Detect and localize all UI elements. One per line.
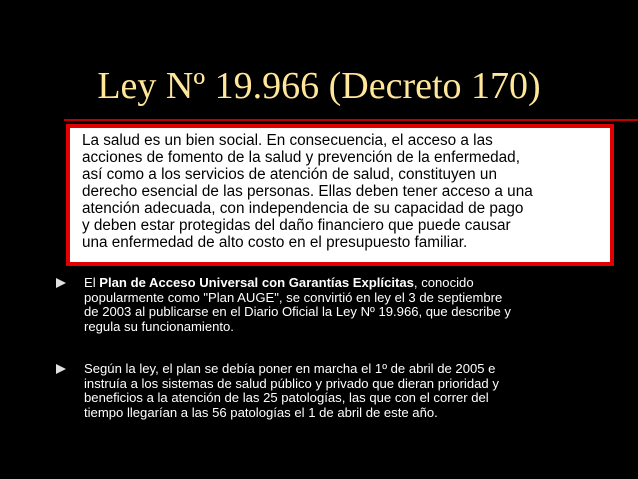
highlight-text: La salud es un bien social. En consecuencia, el acceso a las acciones de fomento de la salud y prevención de la enfermedad, así como a los servicios de atención de salud, constituyen un derecho esencial de las personas. Ellas deben tener acceso a una atención adecuada, con independencia de su capacidad de pago y deben estar protegidas del daño financiero que puede causar una enfermedad de alto costo en el presupuesto familiar. bbox=[82, 132, 533, 251]
bullet-bold-term: Plan de Acceso Universal con Garantías Explícitas bbox=[99, 275, 414, 290]
bullet-prefix: El bbox=[84, 275, 100, 290]
bullet-plan-auge bbox=[56, 276, 616, 334]
bullet-plan-schedule bbox=[56, 362, 616, 420]
title-divider bbox=[64, 119, 638, 121]
bullet-arrow-icon bbox=[56, 278, 66, 288]
bullet-rest: , conocido popularmente como "Plan AUGE", se convirtió en ley el 3 de septiembre de 2003 al publicarse en el Diario Oficial la Ley Nº 19.966, que describe y regula su funcionamiento. bbox=[84, 275, 511, 334]
slide-title: Ley Nº 19.966 (Decreto 170) bbox=[97, 65, 541, 107]
bullet-text: Según la ley, el plan se debía poner en marcha el 1º de abril de 2005 e instruía a los sistemas de salud público y privado que dieran prioridad y beneficios a la atención de las 25 patologías, las que con el correr del tiempo llegarían a las 56 patologías el 1 de abril de este año. bbox=[84, 361, 499, 420]
bullet-text bbox=[84, 276, 616, 334]
bullet-arrow-icon bbox=[56, 364, 66, 374]
